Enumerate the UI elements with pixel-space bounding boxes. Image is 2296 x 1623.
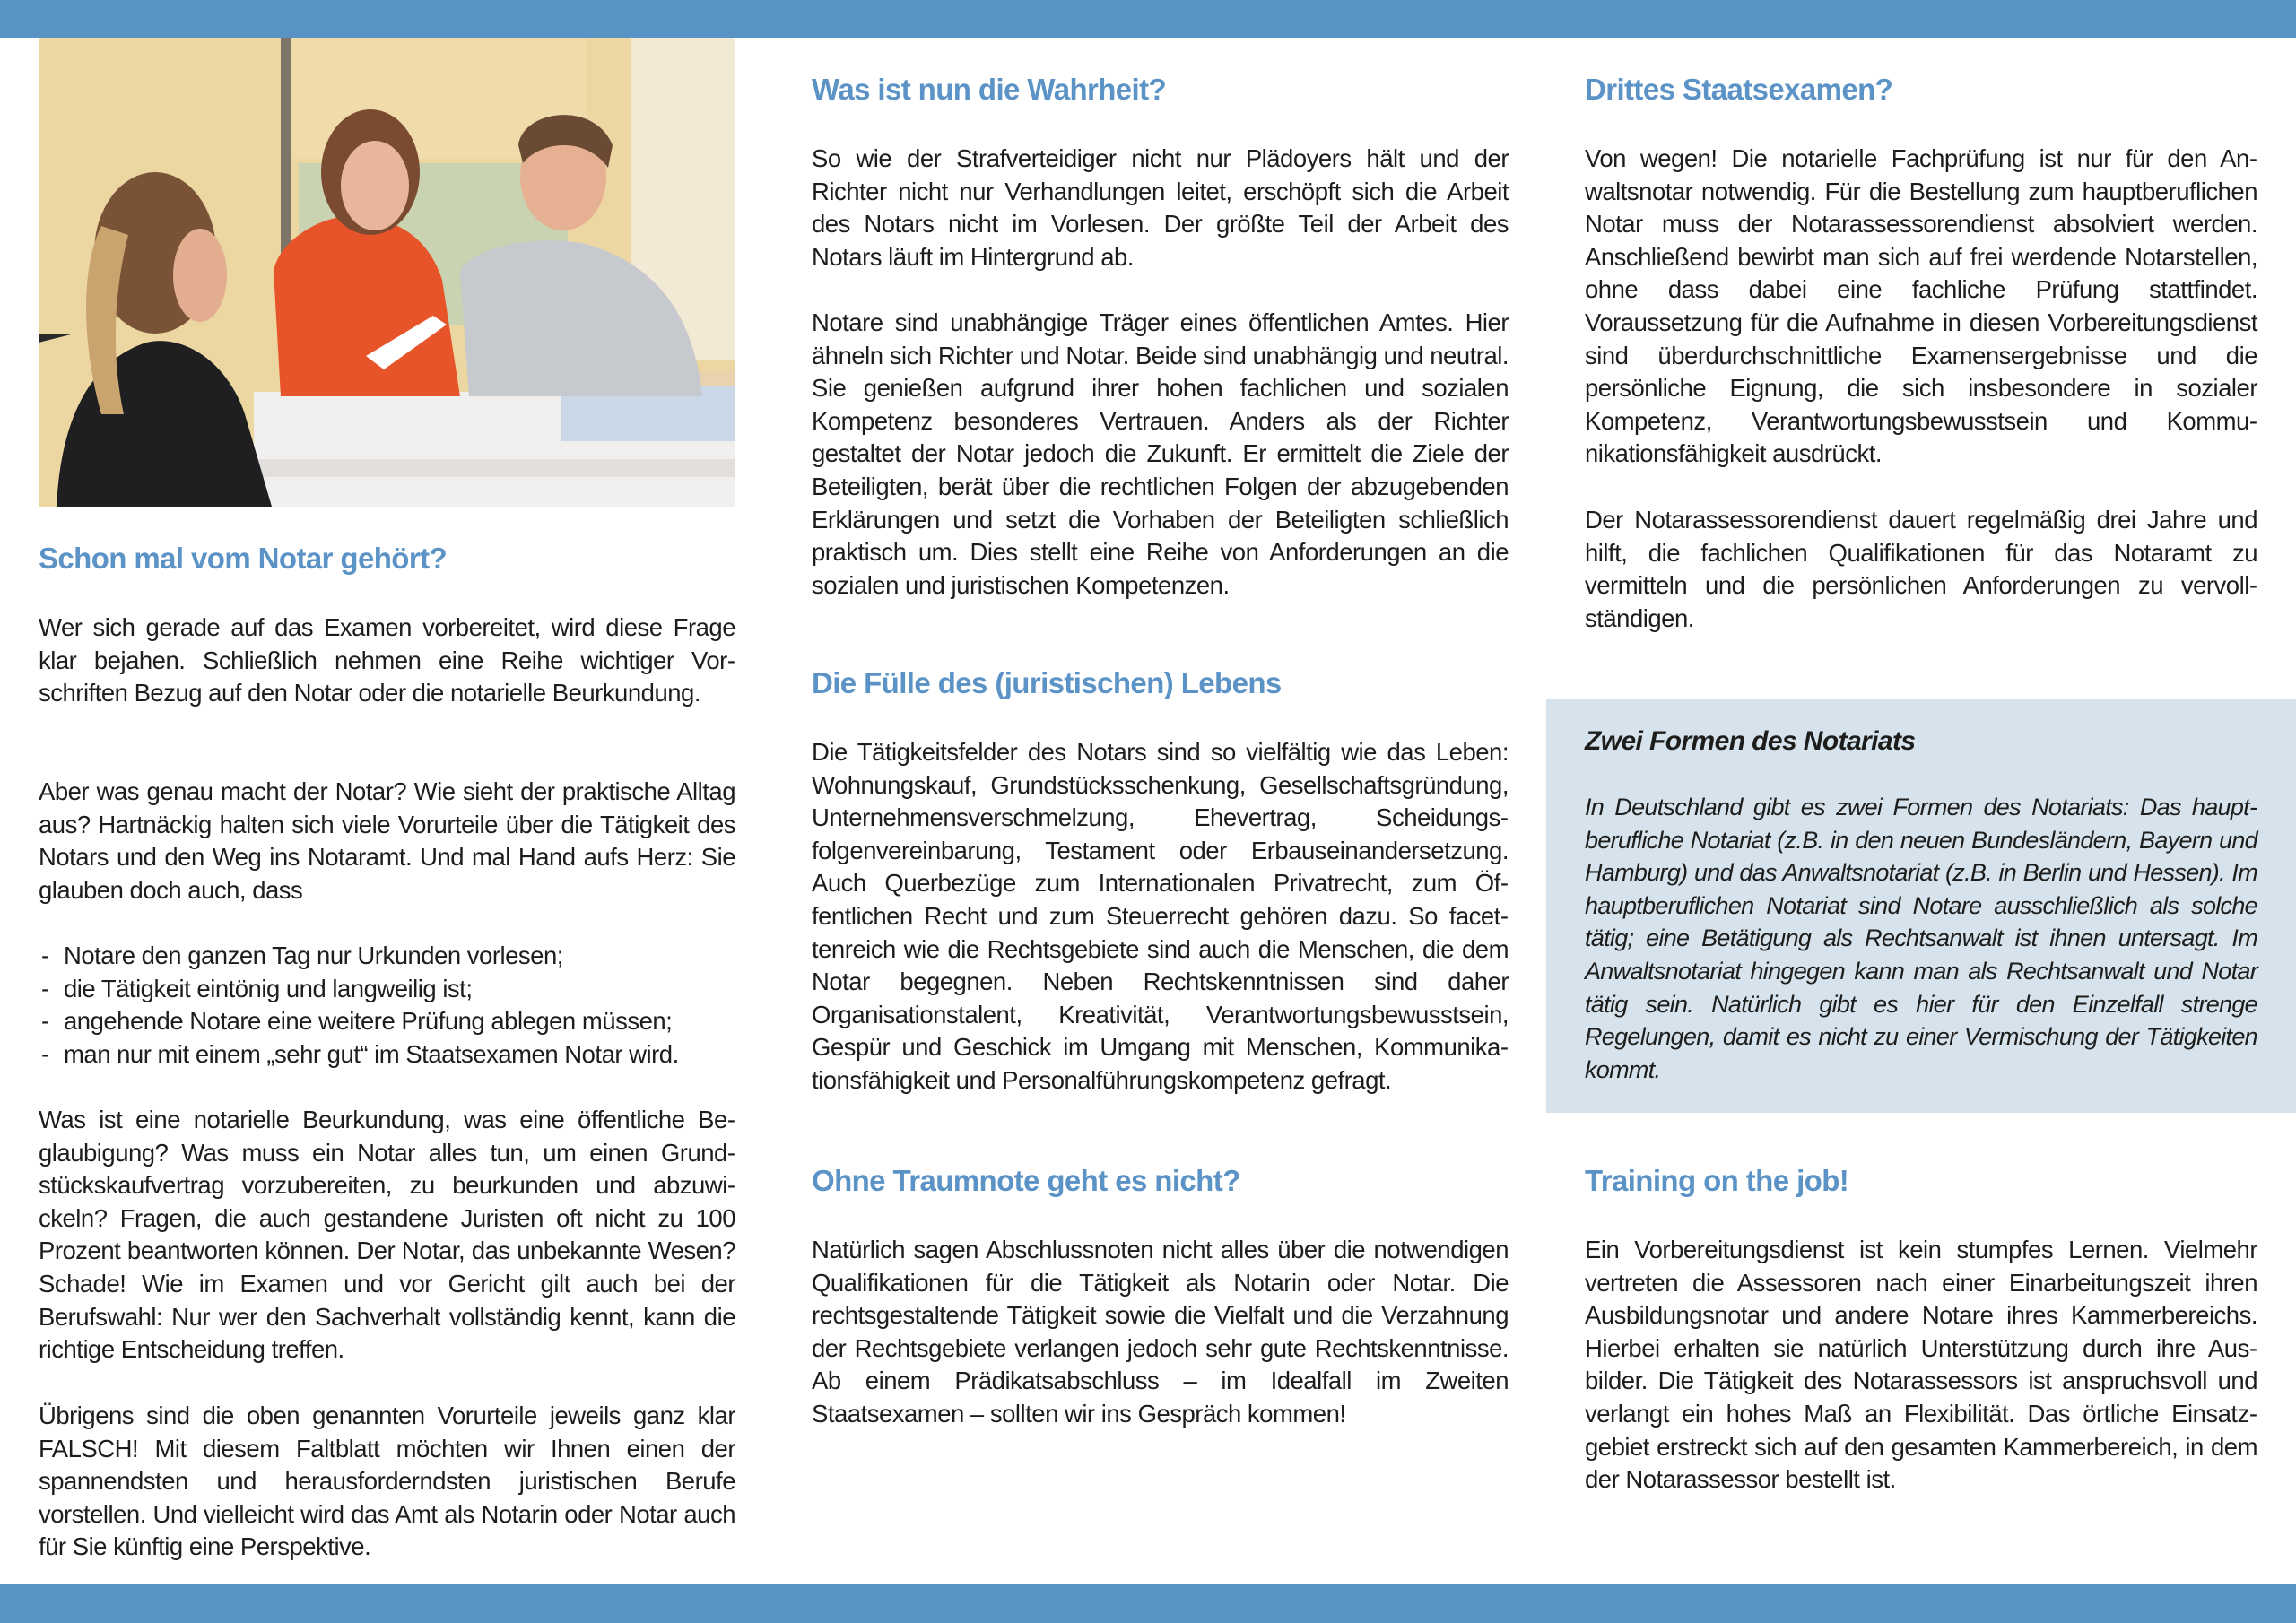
training-paragraph: Ein Vorbereitungsdienst ist kein stumpfes Lernen. Vielmehr vertreten die Assessoren nach einer Einarbeitungszeit ihren Ausbildungsnotar und andere Notare ihres Kammerbereichs. Hierbei erhalten sie natürlich Unterstützung durch ihre Ausbilder. Die Tätigkeit des Notarassessors ist anspruchsvoll und verlangt ein hohes Maß an Flexibilität. Das örtliche Einsatzgebiet erstreckt sich auf den gesamten Kammerbereich, in dem der Notarassessor bestellt ist. (1585, 1236, 2257, 1494)
list-item: - die Tätigkeit eintönig und langweilig ist; (39, 973, 735, 1006)
intro-paragraph-1: Wer sich gerade auf das Examen vorbereitet, wird diese Frage klar bejahen. Schließlich nehmen eine Reihe wichtiger Vorschriften Bezug auf den Notar oder die notarielle Beurkundung. (39, 613, 735, 707)
traumnote-paragraph: Natürlich sagen Abschlussnoten nicht alles über die notwendigen Qualifikationen für die Tätigkeit als Notarin oder Notar. Die rechtsgestaltende Tätigkeit sowie die Vielfalt und die Verzahnung der Rechtsgebiete verlangen jedoch sehr gute Rechtskenntnisse. Ab einem Prädikatsabschluss – im Idealfall im Zweiten Staatsexamen – sollten wir ins Gespräch kommen! (812, 1236, 1509, 1428)
photo-illustration (39, 38, 735, 507)
intro-paragraph-2: Aber was genau macht der Notar? Wie sieht der praktische Alltag aus? Hartnäckig halten sich viele Vorurteile über die Tätigkeit des Notars und den Weg ins Notaramt. Und mal Hand aufs Herz: Sie glauben doch auch, dass (39, 777, 735, 904)
dash-bullet: - (41, 942, 49, 969)
heading-traumnote: Ohne Traumnote geht es nicht? (812, 1164, 1240, 1197)
dash-bullet: - (41, 1039, 49, 1068)
infobox-zwei-formen (1546, 699, 2296, 1113)
heading-schon-mal: Schon mal vom Notar gehört? (39, 542, 448, 575)
bottom-accent-bar (0, 1584, 2296, 1623)
prejudice-list (39, 940, 735, 1071)
staatsexamen-paragraph-2: Der Notarassessorendienst dauert regelmäßig drei Jahre und hilft, die fachlichen Qualifikationen für das Notaramt zu vermitteln und die persönlichen Anforderungen zu vervollständigen. (1585, 506, 2257, 632)
heading-training: Training on the job! (1585, 1164, 1849, 1197)
list-item: - Notare den ganzen Tag nur Urkunden vorlesen; (39, 940, 735, 973)
fuelle-paragraph: Die Tätigkeitsfelder des Notars sind so vielfältig wie das Leben: Wohnungskauf, Grundstücksschenkung, Gesellschaftsgründung, Unternehmensverschmelzung, Ehevertrag, Scheidungsfolgenvereinbarung, Testament oder Erbauseinandersetzung. Auch Querbezüge zum Internationalen Privatrecht, zum Öffentlichen Recht und zum Steuerrecht gehören dazu. So facettenreich wie die Rechtsgebiete sind auch die Menschen, die dem Notar begegnen. Neben Rechtskenntnissen sind daher Organisationstalent, Kreativität, Verantwortungsbewusstsein, Gespür und Geschick im Umgang mit Menschen, Kommunikationsfähigkeit und Personalführungskompetenz gefragt. (812, 738, 1509, 1094)
heading-fuelle: Die Fülle des (juristischen) Lebens (812, 666, 1282, 699)
dash-bullet: - (41, 974, 49, 1002)
infobox-body: In Deutschland gibt es zwei Formen des Notariats: Das hauptberufliche Notariat (z.B. in den neuen Bundesländern, Bayern und Hamburg) und das Anwaltsnotariat (z.B. in Berlin und Hessen). Im hauptberuflichen Notariat sind Notare ausschließlich als solche tätig; eine Betätigung als Rechtsanwalt ist ihnen untersagt. Im Anwaltsnotariat hingegen kann man als Rechtsanwalt und Notar tätig sein. Natürlich gibt es hier für den Einzelfall strenge Regelungen, damit es nicht zu einer Vermischung der Tätigkeiten kommt. (1585, 794, 2257, 1083)
heading-drittes-staatsexamen: Drittes Staatsexamen? (1585, 73, 1893, 106)
intro-paragraph-4: Übrigens sind die oben genannten Vorurteile jeweils ganz klar FALSCH! Mit diesem Faltblatt möchten wir Ihnen einen der spannendsten und herausforderndsten juristischen Berufe vorstellen. Und vielleicht wird das Amt als Notarin oder Notar auch für Sie künftig eine Perspektive. (39, 1402, 735, 1561)
list-item: - angehende Notare eine weitere Prüfung ablegen müssen; (39, 1005, 735, 1038)
heading-wahrheit: Was ist nun die Wahrheit? (812, 73, 1167, 106)
list-item: - man nur mit einem „sehr gut“ im Staatsexamen Notar wird. (39, 1038, 735, 1072)
staatsexamen-paragraph-1: Von wegen! Die notarielle Fachprüfung ist nur für den Anwaltsnotar notwendig. Für die Bestellung zum hauptberuflichen Notar muss der Notarassessorendienst absolviert werden. Anschließend bewirbt man sich auf frei werdende Notarstellen, ohne dass dabei eine fachliche Prüfung stattfindet. Voraussetzung für die Aufnahme in diesen Vorbereitungsdienst sind überdurchschnittliche Examensergebnisse und die persönliche Eignung, die sich insbesondere in sozialer Kompetenz, Verantwortungsbewusstsein und Kommunikationsfähigkeit ausdrückt. (1585, 144, 2257, 468)
truth-paragraph-2: Notare sind unabhängige Träger eines öffentlichen Amtes. Hier ähneln sich Richter und Notar. Beide sind unabhängig und neutral. Sie genießen aufgrund ihrer hohen fachlichen und sozialen Kompetenz besonderes Vertrauen. Anders als der Richter gestaltet der Notar jedoch die Zukunft. Er ermittelt die Ziele der Beteiligten, berät über die rechtlichen Folgen der abzugebenden Erklärungen und setzt die Vorhaben der Beteiligten schließlich praktisch um. Dies stellt eine Reihe von Anforderungen an die sozialen und juristischen Kompetenzen. (812, 308, 1509, 599)
intro-paragraph-3: Was ist eine notarielle Beurkundung, was eine öffentliche Beglaubigung? Was muss ein Notar alles tun, um einen Grundstückskaufvertrag vorzubereiten, zu beurkunden und abzuwickeln? Fragen, die auch gestandene Juristen oft nicht zu 100 Prozent beantworten können. Der Notar, das unbekannte Wesen? Schade! Wie im Examen und vor Gericht gilt auch bei der Berufswahl: Nur wer den Sachverhalt vollständig kennt, kann die richtige Entscheidung treffen. (39, 1106, 735, 1364)
top-accent-bar (0, 0, 2296, 38)
consultation-photo (39, 38, 735, 507)
dash-bullet: - (41, 1007, 49, 1036)
infobox-heading: Zwei Formen des Notariats (1585, 726, 1916, 756)
truth-paragraph-1: So wie der Strafverteidiger nicht nur Plädoyers hält und der Richter nicht nur Verhandlungen leitet, erschöpft sich die Arbeit des Notars nicht im Vorlesen. Der größte Teil der Arbeit des Notars läuft im Hintergrund ab. (812, 144, 1509, 271)
